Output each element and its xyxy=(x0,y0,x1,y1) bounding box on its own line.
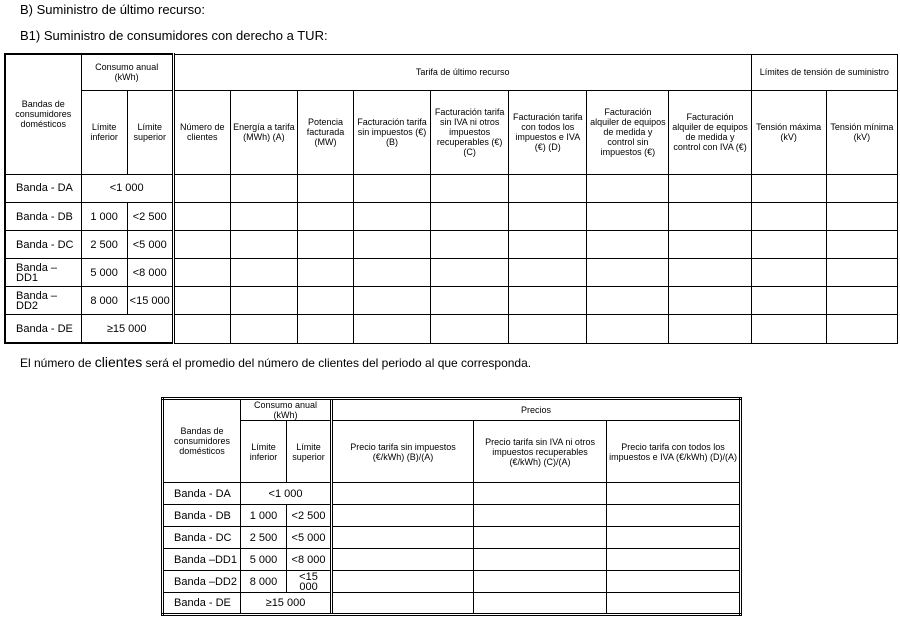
limite-inferior-value: 5 000 xyxy=(81,259,127,287)
data-cell xyxy=(587,203,669,231)
data-cell xyxy=(826,231,897,259)
note-text-emphasis: clientes xyxy=(94,354,143,370)
header-alquiler-sin-impuestos: Facturación alquiler de equipos de medida y control sin impuestos (€) xyxy=(587,90,669,174)
header-potencia-facturada: Potencia facturada (MW) xyxy=(297,90,353,174)
header-consumo-anual: Consumo anual (kWh) xyxy=(81,54,173,90)
consumo-range: ≥15 000 xyxy=(241,593,332,615)
table-row xyxy=(163,505,741,527)
table-row xyxy=(163,593,741,615)
data-cell xyxy=(587,231,669,259)
header-facturacion-con-iva: Facturación tarifa con todos los impuestos e IVA (€) (D) xyxy=(509,90,587,174)
data-cell xyxy=(587,174,669,202)
data-cell xyxy=(509,259,587,287)
data-cell xyxy=(826,174,897,202)
data-cell xyxy=(751,315,826,343)
data-cell xyxy=(431,315,509,343)
table-row xyxy=(163,571,741,593)
data-cell xyxy=(332,571,474,593)
data-cell xyxy=(474,571,607,593)
data-cell xyxy=(431,174,509,202)
data-cell xyxy=(751,203,826,231)
limite-superior-value: <8 000 xyxy=(127,259,173,287)
data-cell xyxy=(332,549,474,571)
data-cell xyxy=(607,527,741,549)
header-limite-superior: Límite superior xyxy=(127,90,173,174)
header-consumo-anual: Consumo anual (kWh) xyxy=(241,399,332,421)
section-b-heading: B) Suministro de último recurso: xyxy=(20,2,205,17)
band-label: Banda - DB xyxy=(163,505,241,527)
data-cell xyxy=(607,571,741,593)
data-cell xyxy=(230,174,297,202)
limite-inferior-value: 2 500 xyxy=(241,527,287,549)
data-cell xyxy=(230,203,297,231)
data-cell xyxy=(669,315,751,343)
data-cell xyxy=(509,231,587,259)
header-tarifa-ultimo-recurso: Tarifa de último recurso xyxy=(173,54,751,90)
data-cell xyxy=(230,287,297,315)
data-cell xyxy=(332,505,474,527)
table-row xyxy=(5,231,898,259)
data-cell xyxy=(230,259,297,287)
band-label: Banda –DD1 xyxy=(5,259,81,287)
band-label: Banda - DA xyxy=(163,483,241,505)
data-cell xyxy=(607,549,741,571)
limite-superior-value: <2 500 xyxy=(127,203,173,231)
data-cell xyxy=(431,231,509,259)
limite-inferior-value: 2 500 xyxy=(81,231,127,259)
data-cell xyxy=(297,174,353,202)
header-limite-inferior: Límite inferior xyxy=(81,90,127,174)
data-cell xyxy=(587,259,669,287)
data-cell xyxy=(297,259,353,287)
data-cell xyxy=(354,287,431,315)
header-bandas: Bandas de consumidores domésticos xyxy=(5,54,81,174)
header-alquiler-con-iva: Facturación alquiler de equipos de medida y control con IVA (€) xyxy=(669,90,751,174)
band-label: Banda –DD2 xyxy=(5,287,81,315)
data-cell xyxy=(354,174,431,202)
limite-superior-value: <8 000 xyxy=(287,549,332,571)
limite-inferior-value: 8 000 xyxy=(81,287,127,315)
data-cell xyxy=(474,527,607,549)
band-label: Banda - DE xyxy=(5,315,81,343)
data-cell xyxy=(826,203,897,231)
header-limite-superior: Límite superior xyxy=(287,421,332,483)
header-numero-clientes: Número de clientes xyxy=(173,90,230,174)
data-cell xyxy=(173,259,230,287)
header-precio-sin-impuestos: Precio tarifa sin impuestos (€/kWh) (B)/(A) xyxy=(332,421,474,483)
data-cell xyxy=(173,287,230,315)
header-tension-minima: Tensión mínima (kV) xyxy=(826,90,897,174)
data-cell xyxy=(826,287,897,315)
table-row xyxy=(163,527,741,549)
data-cell xyxy=(173,174,230,202)
data-cell xyxy=(607,505,741,527)
data-cell xyxy=(474,483,607,505)
data-cell xyxy=(474,549,607,571)
header-facturacion-sin-iva: Facturación tarifa sin IVA ni otros impuestos recuperables (€) (C) xyxy=(431,90,509,174)
limite-inferior-value: 5 000 xyxy=(241,549,287,571)
data-cell xyxy=(669,231,751,259)
data-cell xyxy=(173,315,230,343)
limite-superior-value: <15 000 xyxy=(127,287,173,315)
section-b1-heading: B1) Suministro de consumidores con derecho a TUR: xyxy=(20,28,328,43)
data-cell xyxy=(826,259,897,287)
band-label: Banda –DD1 xyxy=(163,549,241,571)
header-precio-con-iva: Precio tarifa con todos los impuestos e IVA (€/kWh) (D)/(A) xyxy=(607,421,741,483)
data-cell xyxy=(431,203,509,231)
data-cell xyxy=(474,593,607,615)
table-row xyxy=(5,174,898,202)
note-text-end: será el promedio del número de clientes del periodo al que corresponda. xyxy=(142,356,532,370)
data-cell xyxy=(587,287,669,315)
header-limite-inferior: Límite inferior xyxy=(241,421,287,483)
table-row xyxy=(5,315,898,343)
data-cell xyxy=(354,231,431,259)
data-cell xyxy=(173,203,230,231)
data-cell xyxy=(751,259,826,287)
band-label: Banda - DB xyxy=(5,203,81,231)
data-cell xyxy=(297,203,353,231)
data-cell xyxy=(669,174,751,202)
clientes-note xyxy=(20,354,531,370)
data-cell xyxy=(230,231,297,259)
limite-inferior-value: 1 000 xyxy=(241,505,287,527)
band-label: Banda - DC xyxy=(5,231,81,259)
data-cell xyxy=(332,593,474,615)
data-cell xyxy=(297,315,353,343)
data-cell xyxy=(332,483,474,505)
table-row xyxy=(5,287,898,315)
data-cell xyxy=(354,259,431,287)
band-label: Banda - DE xyxy=(163,593,241,615)
header-tension-maxima: Tensión máxima (kV) xyxy=(751,90,826,174)
data-cell xyxy=(509,287,587,315)
data-cell xyxy=(332,527,474,549)
header-precios: Precios xyxy=(332,399,741,421)
data-cell xyxy=(669,287,751,315)
consumo-range: ≥15 000 xyxy=(81,315,173,343)
data-cell xyxy=(431,259,509,287)
header-energia-tarifa: Energía a tarifa (MWh) (A) xyxy=(230,90,297,174)
band-label: Banda - DA xyxy=(5,174,81,202)
data-cell xyxy=(297,231,353,259)
data-cell xyxy=(607,593,741,615)
header-bandas: Bandas de consumidores domésticos xyxy=(163,399,241,483)
band-label: Banda - DC xyxy=(163,527,241,549)
data-cell xyxy=(297,287,353,315)
data-cell xyxy=(173,231,230,259)
band-label: Banda –DD2 xyxy=(163,571,241,593)
precios-table xyxy=(161,397,742,616)
data-cell xyxy=(509,174,587,202)
data-cell xyxy=(826,315,897,343)
data-cell xyxy=(751,287,826,315)
limite-inferior-value: 8 000 xyxy=(241,571,287,593)
data-cell xyxy=(751,174,826,202)
limite-superior-value: <5 000 xyxy=(127,231,173,259)
consumo-range: <1 000 xyxy=(241,483,332,505)
data-cell xyxy=(474,505,607,527)
data-cell xyxy=(354,315,431,343)
table-row xyxy=(163,483,741,505)
data-cell xyxy=(431,287,509,315)
data-cell xyxy=(354,203,431,231)
data-cell xyxy=(587,315,669,343)
limite-superior-value: <2 500 xyxy=(287,505,332,527)
data-cell xyxy=(669,259,751,287)
limite-superior-value: <15 000 xyxy=(287,571,332,593)
data-cell xyxy=(669,203,751,231)
data-cell xyxy=(509,315,587,343)
tur-supply-table xyxy=(4,53,898,344)
table-row xyxy=(5,203,898,231)
table-row xyxy=(163,549,741,571)
data-cell xyxy=(509,203,587,231)
data-cell xyxy=(607,483,741,505)
data-cell xyxy=(230,315,297,343)
header-facturacion-sin-impuestos: Facturación tarifa sin impuestos (€) (B) xyxy=(354,90,431,174)
limite-inferior-value: 1 000 xyxy=(81,203,127,231)
header-limites-tension: Límites de tensión de suministro xyxy=(751,54,897,90)
consumo-range: <1 000 xyxy=(81,174,173,202)
header-precio-sin-iva: Precio tarifa sin IVA ni otros impuestos recuperables (€/kWh) (C)/(A) xyxy=(474,421,607,483)
limite-superior-value: <5 000 xyxy=(287,527,332,549)
table-row xyxy=(5,259,898,287)
note-text-start: El número de xyxy=(20,356,95,370)
data-cell xyxy=(751,231,826,259)
